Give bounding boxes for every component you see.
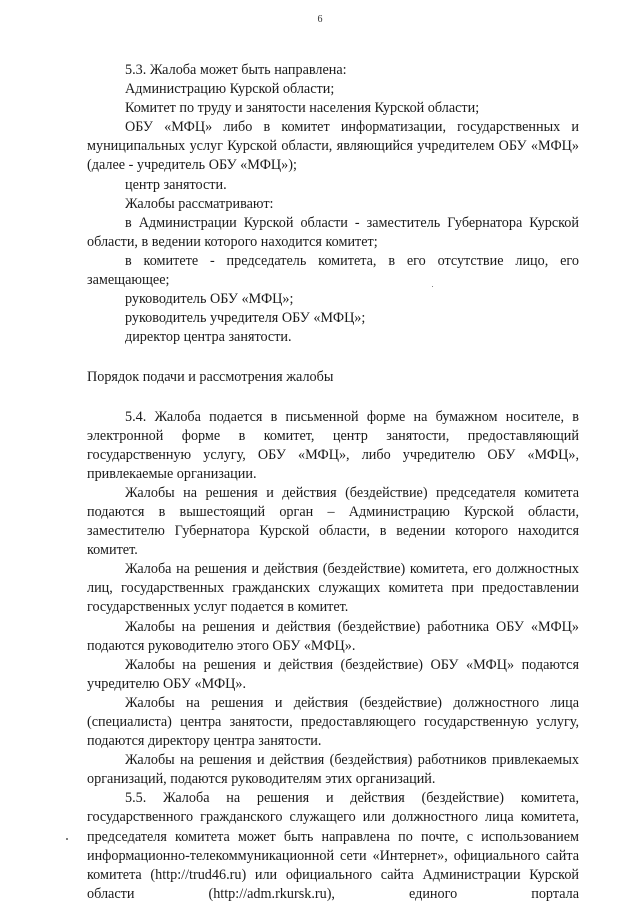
page-number: 6 xyxy=(317,14,323,25)
paragraph-complaint-mfc-worker: Жалобы на решения и действия (бездействие) работника ОБУ «МФЦ» подаются руководителю этого ОБУ «МФЦ». xyxy=(87,618,579,654)
paragraph-reviewer-mfc-head: руководитель ОБУ «МФЦ»; xyxy=(125,291,294,308)
paragraph-complaint-specialist: Жалобы на решения и действия (бездействие) должностного лица (специалиста) центра занятости, предоставляющего государственную услугу, подаются директору центра занятости. xyxy=(87,694,579,750)
paragraph-recipient-mfc: ОБУ «МФЦ» либо в комитет информатизации, государственных и муниципальных услуг Курской области, являющийся учредителем ОБУ «МФЦ» (далее - учредитель ОБУ «МФЦ»); xyxy=(87,119,579,174)
paragraph-5-3-intro: 5.3. Жалоба может быть направлена: xyxy=(125,62,347,78)
paragraph-reviewer-administration: в Администрации Курской области - заместитель Губернатора Курской области, в ведении которого находится комитет; xyxy=(87,214,579,250)
paragraph-recipient-committee: Комитет по труду и занятости населения Курской области; xyxy=(125,100,480,117)
paragraph-recipient-employment-center: центр занятости. xyxy=(125,176,227,193)
paragraph-reviewer-committee: в комитете - председатель комитета, в его отсутствие лицо, его замещающее; xyxy=(87,252,579,289)
paragraph-complaint-organizations: Жалобы на решения и действия (бездействия) работников привлекаемых организаций, подаются руководителям этих организаций. xyxy=(87,752,579,788)
paragraph-complaint-chairman: Жалобы на решения и действия (бездействие) председателя комитета подаются в вышестоящий орган – Администрацию Курской области, заместителю Губернатора Курской области, в ведении которого находится комитет. xyxy=(87,484,579,559)
paragraph-5-5: 5.5. Жалоба на решения и действия (бездействие) комитета, государственного гражданского служащего или должностного лица комитета, председателя комитета может быть направлена по почте, с использованием информационно-телекоммуникационной сети «Интернет», официального сайта комитета (http://trud46.ru) или официального сайта Администрации Курской области (http://adm.rkursk.ru), единого портала xyxy=(87,790,579,902)
section-heading: Порядок подачи и рассмотрения жалобы xyxy=(87,369,334,386)
paragraph-reviewer-center-director: директор центра занятости. xyxy=(125,329,292,346)
paragraph-5-4: 5.4. Жалоба подается в письменной форме на бумажном носителе, в электронной форме в комитет, центр занятости, предоставляющий государственную услугу, ОБУ «МФЦ», либо учредителю ОБУ «МФЦ», привлекаемые организации. xyxy=(87,408,579,482)
paragraph-complaint-committee: Жалоба на решения и действия (бездействие) комитета, его должностных лиц, государственных гражданских служащих комитета при предоставлении государственных услуг подается в комитет. xyxy=(87,561,579,616)
scan-speck xyxy=(432,286,433,287)
document-body xyxy=(87,61,579,904)
scan-speck xyxy=(66,838,68,840)
paragraph-reviewer-founder-head: руководитель учредителя ОБУ «МФЦ»; xyxy=(125,310,366,327)
paragraph-complaint-mfc: Жалобы на решения и действия (бездействие) ОБУ «МФЦ» подаются учредителю ОБУ «МФЦ». xyxy=(87,656,579,692)
paragraph-reviewers-intro: Жалобы рассматривают: xyxy=(125,195,274,212)
paragraph-recipient-administration: Администрацию Курской области; xyxy=(125,81,335,98)
